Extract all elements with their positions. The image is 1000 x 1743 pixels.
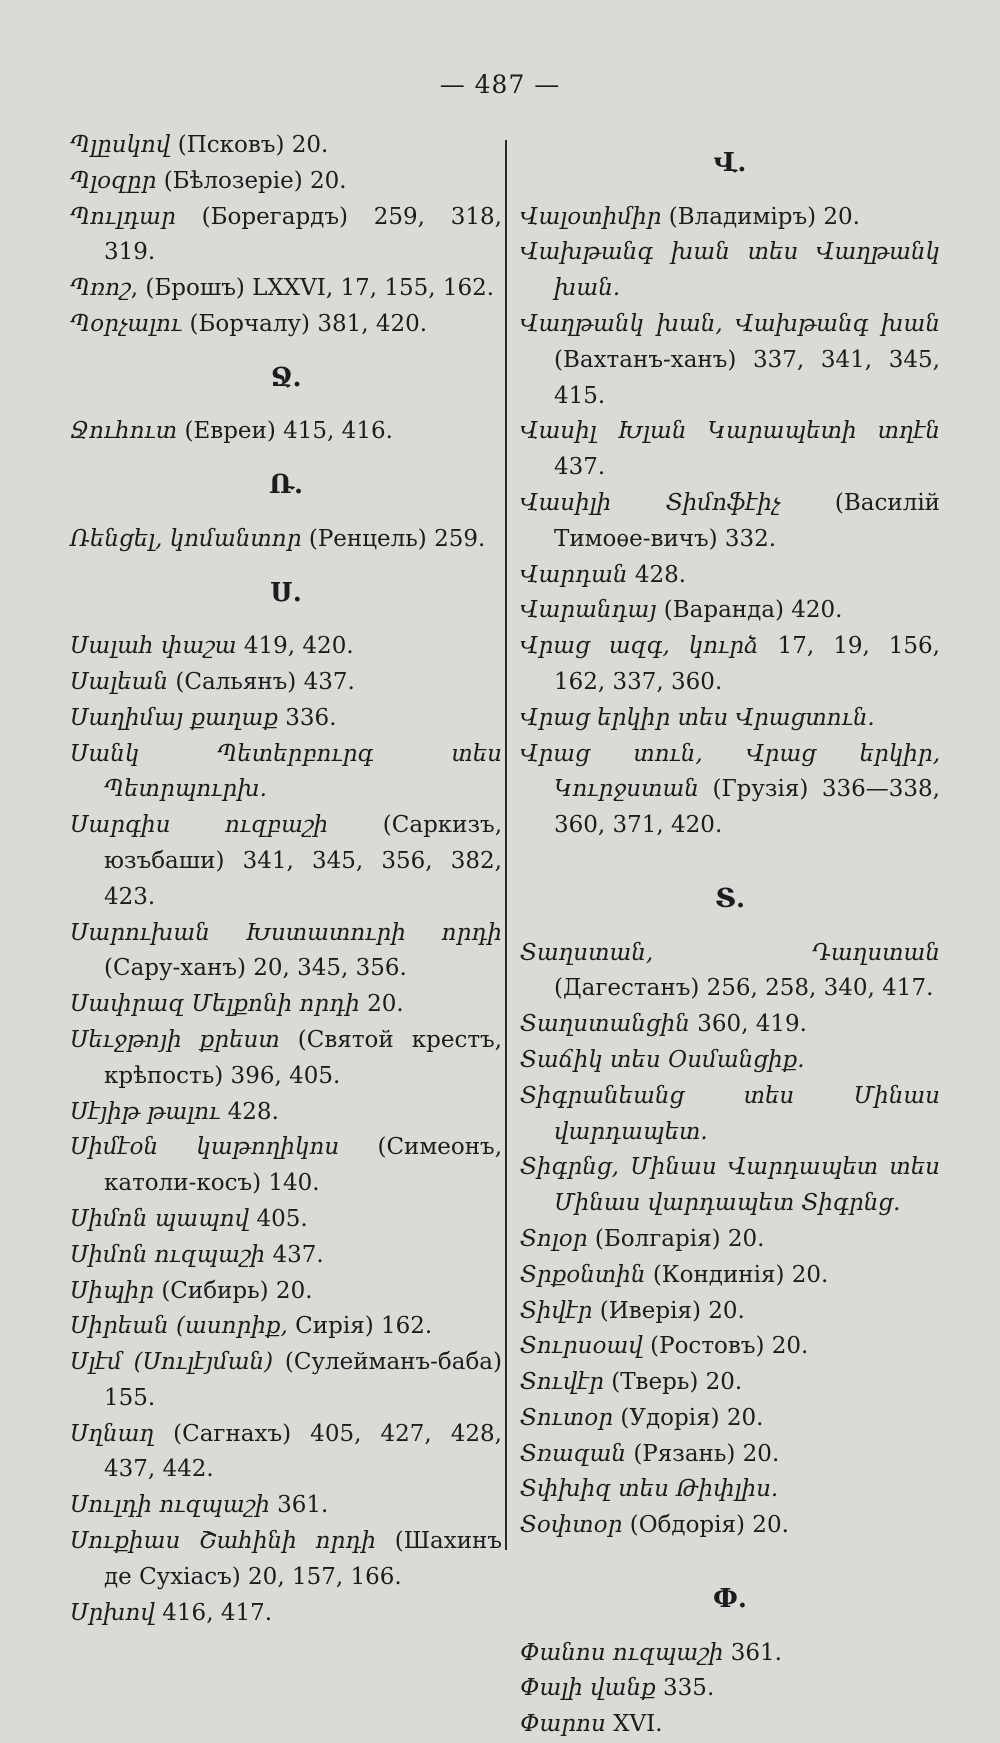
index-entry: [70, 629, 502, 665]
entry-headword: Փարոս: [520, 1711, 606, 1738]
entry-headword: Տաճիկ տես Օսմանցիք.: [520, 1046, 805, 1073]
entry-references: (Вахтанъ-ханъ) 337, 341, 345, 415.: [554, 346, 940, 409]
index-entry: [520, 593, 940, 629]
letter-heading: Տ.: [714, 883, 746, 914]
index-entry: [70, 128, 502, 164]
entry-headword: Սէյիթ թալու: [70, 1098, 221, 1125]
entry-headword: Վալօտիմիր: [520, 203, 662, 230]
entry-headword: Սղնաղ: [70, 1420, 155, 1447]
entry-references: (Владиміръ) 20.: [661, 203, 860, 230]
entry-references: (Ренцель) 259.: [301, 525, 486, 552]
index-entry: [520, 1707, 940, 1743]
entry-headword: Փանոս ուզպաշի: [520, 1639, 724, 1666]
index-entry: [70, 200, 502, 272]
index-entry: [520, 558, 940, 594]
entry-headword: Սլէմ (Սուլէյման): [70, 1349, 274, 1376]
index-entry: [520, 486, 940, 558]
entry-references: (Святой крестъ, крѣпость) 396, 405.: [104, 1026, 502, 1089]
entry-references: (Сулейманъ-баба) 155.: [104, 1349, 502, 1411]
entry-references: 428.: [627, 561, 687, 588]
entry-headword: Սիմոն ուզպաշի: [70, 1241, 266, 1268]
index-entry: [70, 271, 502, 307]
entry-references: 360, 419.: [689, 1011, 807, 1038]
entry-headword: Փալի վանք: [520, 1675, 656, 1702]
entry-references: (Рязань) 20.: [626, 1440, 780, 1467]
entry-headword: Սանկ Պետերբուրգ տես Պետրպուրխ.: [70, 740, 502, 803]
entry-references: XVI.: [605, 1711, 663, 1738]
index-entry: [520, 307, 940, 414]
index-entry: [520, 1472, 940, 1508]
entry-headword: Տիգրնց, Մինաս Վարդապետ տես Մինաս վարդապետ Տիգրնց.: [520, 1154, 940, 1217]
entry-references: 405.: [249, 1205, 308, 1232]
entry-headword: Վրաց տուն, Վրաց երկիր, Կուրջստան: [520, 740, 940, 803]
entry-references: (Дагестанъ) 256, 258, 340, 417.: [554, 975, 934, 1002]
index-entry: [520, 1043, 940, 1079]
entry-headword: Վախթանգ խան տես Վաղթանկ խան.: [520, 239, 940, 302]
entry-references: , (Брошъ) LXXVI, 17, 155, 162.: [130, 275, 495, 302]
entry-headword: Սալեան: [70, 668, 169, 695]
entry-headword: Սուքիաս Շահինի որդի: [70, 1528, 376, 1555]
entry-references: (Обдорія) 20.: [622, 1512, 789, 1539]
letter-heading: Ռ.: [268, 470, 304, 501]
index-entry: [520, 235, 940, 307]
entry-headword: Ռենցել, կոմանտոր: [70, 525, 302, 552]
entry-references: (Василій Тимоѳе-вичъ) 332.: [554, 489, 940, 552]
letter-heading: Ջ.: [270, 362, 302, 393]
entry-references: (Грузія) 336—338, 360, 371, 420.: [554, 776, 940, 839]
entry-references: (Сальянъ) 437.: [168, 668, 355, 695]
entry-headword: Տուտօր: [520, 1404, 614, 1431]
index-entry: [70, 701, 502, 737]
index-entry: [70, 1023, 502, 1095]
entry-headword: Տրքօնտին: [520, 1261, 646, 1288]
entry-headword: Տփխիզ տես Թիփլիս.: [520, 1476, 779, 1503]
index-entry: [70, 665, 502, 701]
index-entry: [520, 1079, 940, 1151]
entry-references: (Удорія) 20.: [613, 1404, 764, 1431]
index-entry: [520, 1150, 940, 1222]
entry-headword: Պօրչալու: [70, 310, 183, 337]
entry-headword: Տոլօր: [520, 1225, 588, 1252]
entry-headword: Վաղթանկ խան, Վախթանգ խան: [520, 310, 940, 337]
entry-headword: Վարդան: [520, 561, 628, 588]
index-entry: [70, 307, 502, 343]
index-entry: [520, 1007, 940, 1043]
entry-headword: Սարուխան Խստատուրի որդի: [70, 919, 502, 946]
entry-headword: Սիմէօն կաթողիկոս: [70, 1134, 340, 1161]
entry-references: 20.: [359, 991, 404, 1018]
entry-headword: Սաղիմայ քաղաք: [70, 704, 278, 731]
index-entry: [70, 1238, 502, 1274]
entry-headword: Պլօզըր: [70, 167, 157, 194]
entry-references: 437.: [265, 1241, 324, 1268]
index-entry: [70, 1345, 502, 1417]
entry-headword: Սալահ փաշա: [70, 633, 237, 660]
entry-references: 437.: [554, 454, 606, 481]
entry-headword: Տաղստանցին: [520, 1011, 690, 1038]
entry-headword: Տիգրանեանց տես Մինաս վարդապետ.: [520, 1082, 940, 1145]
entry-headword: Տուվէր: [520, 1369, 604, 1396]
entry-references: (Борегардъ) 259, 318, 319.: [104, 203, 502, 266]
letter-heading: Վ.: [713, 148, 747, 178]
entry-headword: Պուլդար: [70, 203, 176, 230]
entry-references: (Ростовъ) 20.: [642, 1333, 809, 1360]
entry-headword: Սափրազ Մելքոնի որդի: [70, 991, 360, 1018]
index-entry: [70, 987, 502, 1023]
index-entry: [70, 414, 502, 450]
entry-references: (Бѣлозеріе) 20.: [156, 167, 347, 194]
entry-headword: Տաղստան, Դաղստան: [520, 939, 940, 966]
entry-references: (Борчалу) 381, 420.: [182, 310, 428, 337]
entry-references: 335.: [655, 1675, 715, 1702]
entry-references: (Кондинія) 20.: [645, 1261, 829, 1288]
entry-references: 361.: [269, 1492, 329, 1519]
index-entry: [70, 1309, 502, 1345]
page-number: — 487 —: [439, 70, 561, 99]
index-entry: [70, 522, 502, 558]
index-entry: [70, 1274, 502, 1310]
entry-references: (Болгарія) 20.: [587, 1225, 765, 1252]
index-entry: [70, 1524, 502, 1596]
index-entry: [520, 629, 940, 701]
entry-headword: Սիպիր: [70, 1277, 155, 1304]
index-entry: [70, 1488, 502, 1524]
entry-headword: Սարգիս ուզբաշի: [70, 812, 329, 839]
entry-references: (Шахинъ де Сухіасъ) 20, 157, 166.: [104, 1528, 502, 1590]
entry-references: (Симеонъ, католи-косъ) 140.: [104, 1134, 502, 1197]
entry-headword: Վրաց ազգ, կուրձ: [520, 633, 759, 660]
entry-headword: Տուրսօավ: [520, 1333, 643, 1360]
entry-references: (Сару-ханъ) 20, 345, 356.: [104, 955, 407, 982]
entry-headword: Պլըսկով: [70, 132, 171, 158]
entry-references: 17, 19, 156, 162, 337, 360.: [554, 633, 940, 695]
entry-references: (Сибирь) 20.: [154, 1277, 313, 1304]
index-entry: [520, 1329, 940, 1365]
entry-references: (Иверія) 20.: [592, 1297, 745, 1324]
entry-references: (Варанда) 420.: [656, 597, 843, 624]
section-spacer: [520, 844, 940, 864]
entry-headword: Վասիլի Տիմոֆէիչ: [520, 489, 781, 516]
entry-headword: Սուլդի ուզպաշի: [70, 1492, 270, 1519]
index-entry: [70, 1130, 502, 1202]
index-entry: [70, 164, 502, 200]
entry-references: 361.: [723, 1639, 782, 1666]
entry-references: 419, 420.: [236, 633, 354, 660]
entry-headword: Տիվէր: [520, 1297, 593, 1324]
index-entry: [70, 1202, 502, 1238]
index-entry: [520, 1222, 940, 1258]
entry-headword: Պռոշ: [70, 275, 131, 302]
index-entry: [520, 701, 940, 737]
entry-references: (Саркизъ, юзъбаши) 341, 345, 356, 382, 423.: [104, 812, 503, 910]
entry-references: (Тверь) 20.: [603, 1369, 743, 1396]
letter-heading: Ս.: [270, 577, 302, 608]
index-entry: [520, 414, 940, 486]
entry-headword: Սիմոն պապով: [70, 1205, 250, 1232]
entry-references: 428.: [220, 1098, 279, 1125]
entry-references: (Евреи) 415, 416.: [177, 418, 393, 445]
letter-heading: Փ.: [713, 1584, 747, 1615]
entry-headword: Վրաց երկիր տես Վրացտուն.: [520, 704, 875, 731]
entry-headword: Սրխով: [70, 1599, 155, 1626]
index-entry: [70, 737, 502, 809]
right-column: [520, 128, 940, 1743]
entry-references: (Сагнахъ) 405, 427, 428, 437, 442.: [104, 1420, 502, 1483]
entry-references: (Псковъ) 20.: [170, 132, 329, 158]
section-spacer: [520, 1544, 940, 1564]
entry-headword: Սեւջթոյի քրեստ: [70, 1026, 280, 1053]
index-entry: [520, 1671, 940, 1707]
index-entry: [520, 936, 940, 1008]
entry-headword: Սիրեան (ասորիք,: [70, 1313, 288, 1340]
index-entry: [70, 1417, 502, 1489]
entry-headword: Վարանդայ: [520, 597, 657, 624]
index-entry: [520, 1508, 940, 1544]
index-entry: [520, 1365, 940, 1401]
entry-headword: Տռազան: [520, 1440, 627, 1467]
entry-headword: Տօփտօր: [520, 1512, 623, 1539]
index-entry: [520, 1258, 940, 1294]
entry-references: Сирія) 162.: [287, 1313, 433, 1340]
entry-references: 336.: [277, 704, 337, 731]
left-column: [70, 128, 502, 1631]
index-entry: [520, 737, 940, 844]
index-entry: [70, 916, 502, 988]
entry-headword: Վասիլ Խլան Կարապետի տղէն: [520, 418, 940, 445]
entry-references: 416, 417.: [154, 1599, 273, 1626]
index-entry: [520, 200, 940, 236]
index-entry: [520, 1636, 940, 1672]
column-divider: [505, 140, 507, 1550]
index-entry: [70, 808, 502, 915]
entry-headword: Ջուհուտ: [70, 418, 178, 445]
index-entry: [70, 1596, 502, 1632]
index-entry: [520, 1437, 940, 1473]
index-entry: [70, 1095, 502, 1131]
index-entry: [520, 1401, 940, 1437]
index-entry: [520, 1294, 940, 1330]
